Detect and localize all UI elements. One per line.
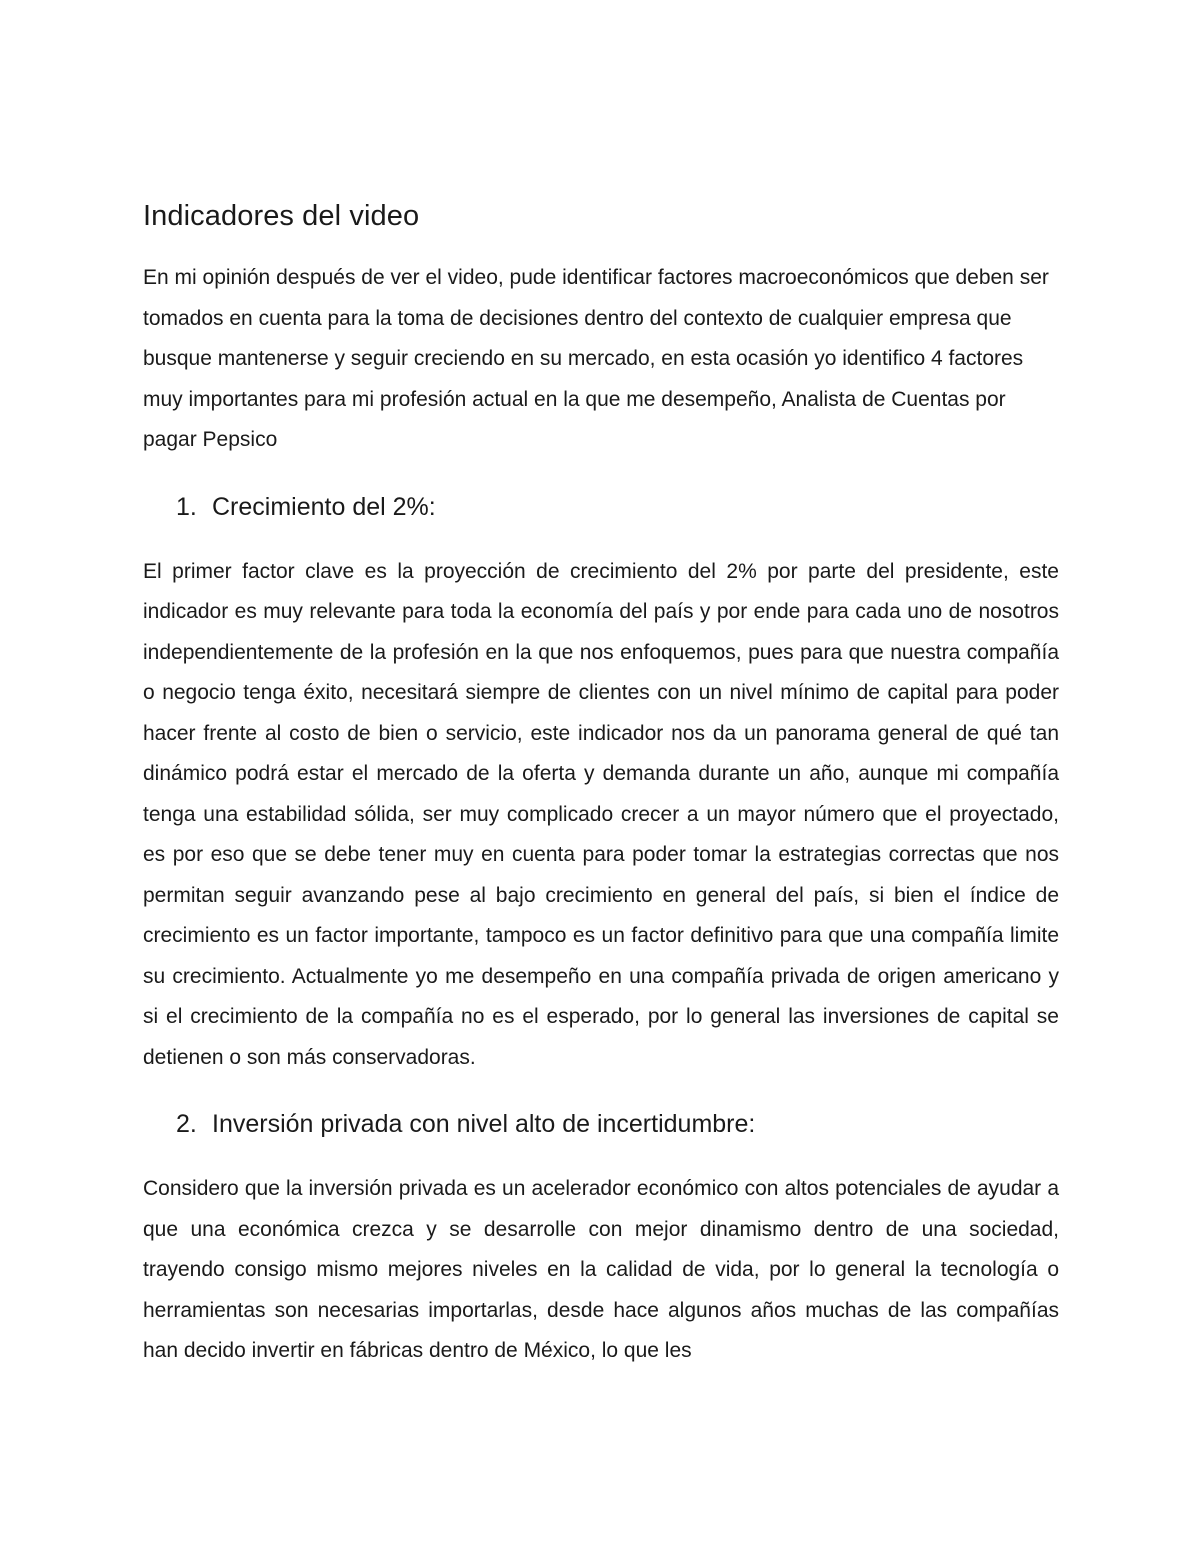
section-1-paragraph: El primer factor clave es la proyección de crecimiento del 2% por parte del presidente, este indicador es muy relevante para toda la economía del país y por ende para cada uno de nosotros independientemente de la profesión en la que nos enfoquemos, pues para que nuestra compañía o negocio tenga éxito, necesitará siempre de clientes con un nivel mínimo de capital para poder hacer frente al costo de bien o servicio, este indicador nos da un panorama general de qué tan dinámico podrá estar el mercado de la oferta y demanda durante un año, aunque mi compañía tenga una estabilidad sólida, ser muy complicado crecer a un mayor número que el proyectado, es por eso que se debe tener muy en cuenta para poder tomar la estrategias correctas que nos permitan seguir avanzando pese al bajo crecimiento en general del país, si bien el índice de crecimiento es un factor importante, tampoco es un factor definitivo para que una compañía limite su crecimiento. Actualmente yo me desempeño en una compañía privada de origen americano y si el crecimiento de la compañía no es el esperado, por lo general las inversiones de capital se detienen o son más conservadoras.: [143, 559, 1059, 1069]
document-title: Indicadores del video: [143, 200, 420, 232]
section-heading-2: [143, 1104, 1059, 1144]
section-heading-text: Inversión privada con nivel alto de incertidumbre:: [212, 1110, 756, 1138]
section-number: 2.: [176, 1110, 197, 1138]
section-number: 1.: [176, 492, 197, 521]
intro-paragraph: En mi opinión después de ver el video, pude identificar factores macroeconómicos que deben ser tomados en cuenta para la toma de decisiones dentro del contexto de cualquier empresa que busque mantenerse y seguir creciendo en su mercado, en esta ocasión yo identifico 4 factores muy importantes para mi profesión actual en la que me desempeño, Analista de Cuentas por pagar Pepsico: [143, 266, 1049, 451]
section-2-paragraph: Considero que la inversión privada es un acelerador económico con altos potenciales de ayudar a que una económica crezca y se desarrolle con mejor dinamismo dentro de una sociedad, trayendo consigo mismo mejores niveles en la calidad de vida, por lo general la tecnología o herramientas son necesarias importarlas, desde hace algunos años muchas de las compañías han decido invertir en fábricas dentro de México, lo que les: [143, 1177, 1059, 1362]
section-heading-text: Crecimiento del 2%:: [212, 492, 436, 521]
section-heading-1: [143, 487, 1059, 527]
document-content: [143, 196, 1059, 1372]
